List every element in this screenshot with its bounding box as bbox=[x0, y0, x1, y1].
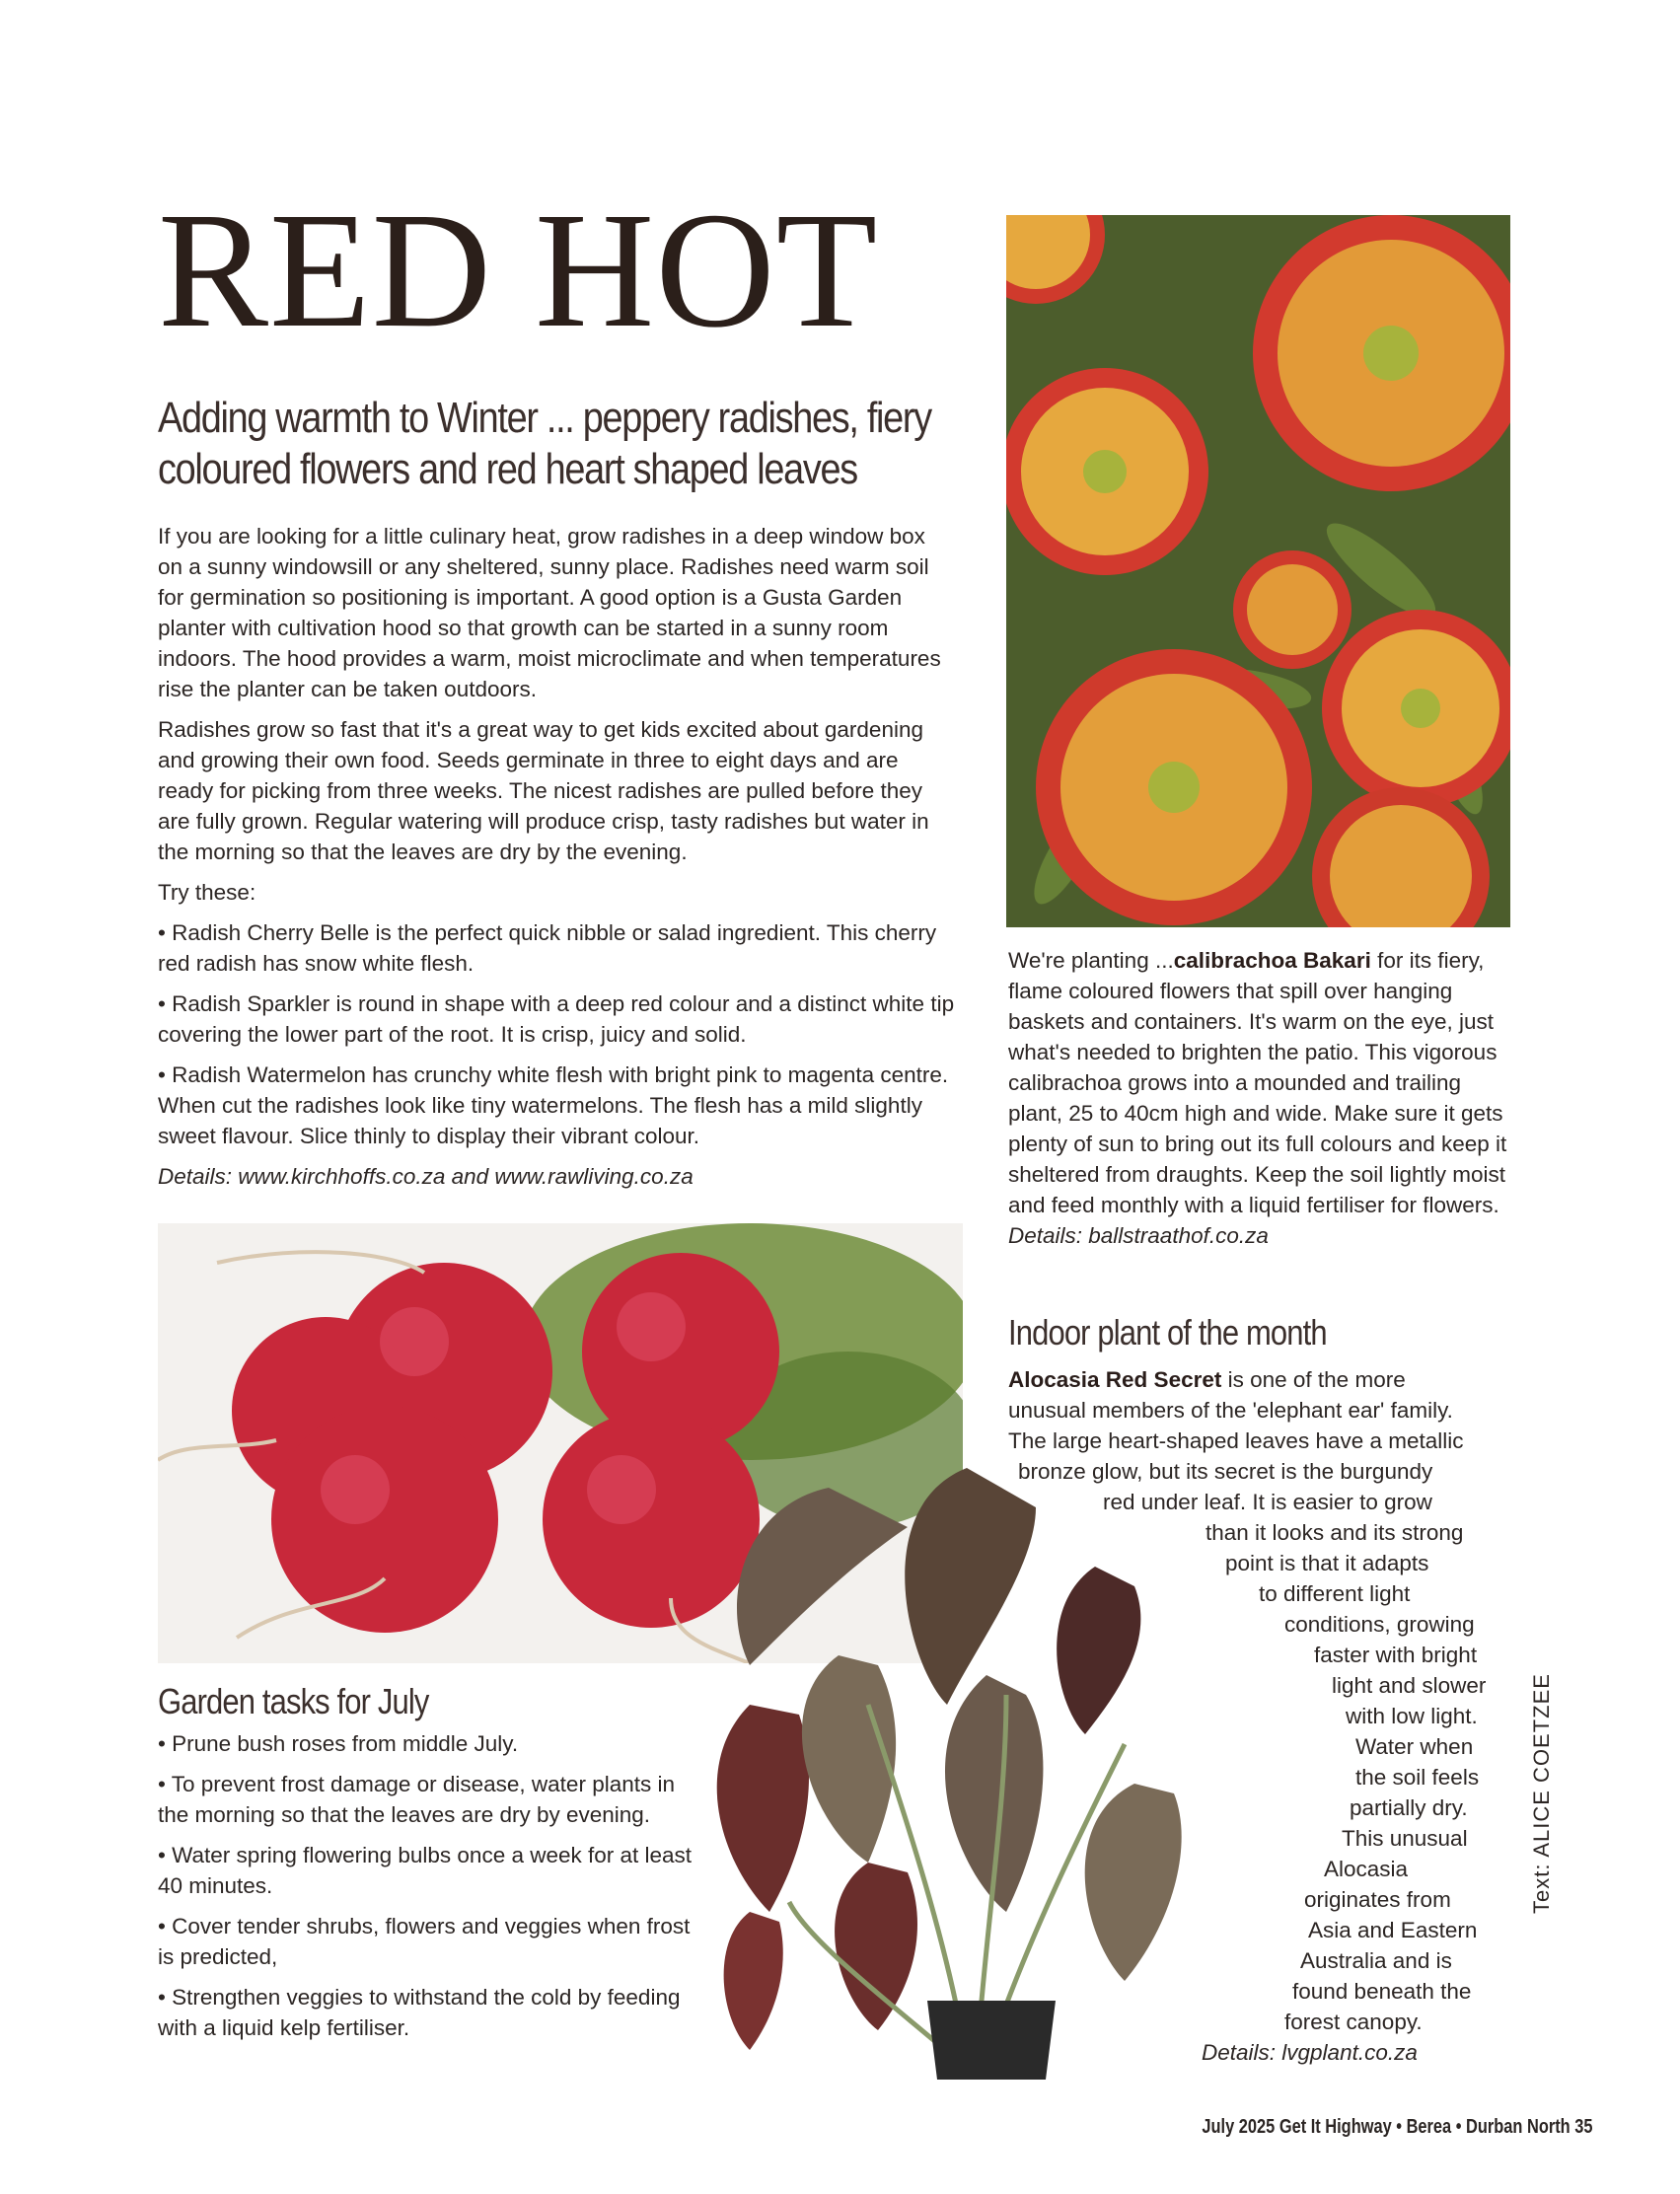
indoor-plant-heading: Indoor plant of the month bbox=[1008, 1312, 1327, 1353]
task-item: • Strengthen veggies to withstand the cold by feeding with a liquid kelp fertiliser. bbox=[158, 1985, 681, 2040]
author-credit: Text: ALICE COETZEE bbox=[1529, 1673, 1554, 1914]
indoor-line: forest canopy. bbox=[1284, 2010, 1423, 2034]
calibrachoa-text: for its fiery, flame coloured flowers that spill over hanging baskets and containers. It's warm on the eye, just what's needed to brighten the patio. This vigorous calibrachoa grows into a mounded and trailing plant, 25 to 40cm high and wide. Make sure it gets plenty of sun to bring out its full colours and keep it sheltered from draughts. Keep the soil lightly moist and feed monthly with a liquid fertiliser for flowers. bbox=[1008, 948, 1507, 1217]
page-footer: July 2025 Get It Highway • Berea • Durban North 35 bbox=[1202, 2116, 1593, 2138]
indoor-line: originates from bbox=[1304, 1887, 1451, 1912]
indoor-line: than it looks and its strong bbox=[1205, 1520, 1464, 1545]
indoor-line: partially dry. bbox=[1350, 1795, 1468, 1820]
calibrachoa-illustration bbox=[1006, 215, 1510, 927]
indoor-line: conditions, growing bbox=[1284, 1612, 1475, 1637]
indoor-line: faster with bright bbox=[1314, 1643, 1478, 1667]
task-item: • Cover tender shrubs, flowers and veggies when frost is predicted, bbox=[158, 1914, 691, 1969]
indoor-line: Alocasia bbox=[1324, 1857, 1409, 1881]
indoor-line: Asia and Eastern bbox=[1308, 1918, 1478, 1942]
task-item: • To prevent frost damage or disease, water plants in the morning so that the leaves are dry by evening. bbox=[158, 1772, 675, 1827]
alocasia-name: Alocasia Red Secret bbox=[1008, 1367, 1222, 1392]
indoor-line: to different light bbox=[1259, 1581, 1411, 1606]
calibrachoa-name: calibrachoa Bakari bbox=[1173, 948, 1371, 973]
intro-column bbox=[158, 521, 955, 1202]
try-these-label: Try these: bbox=[158, 880, 256, 905]
task-item: • Prune bush roses from middle July. bbox=[158, 1731, 519, 1756]
calibrachoa-details: Details: ballstraathof.co.za bbox=[1008, 1223, 1269, 1248]
indoor-line: This unusual bbox=[1342, 1826, 1468, 1851]
indoor-line: point is that it adapts bbox=[1225, 1551, 1429, 1575]
headline: RED HOT bbox=[158, 179, 879, 362]
indoor-line: unusual members of the 'elephant ear' family. bbox=[1008, 1398, 1453, 1423]
indoor-line: bronze glow, but its secret is the burgundy bbox=[1018, 1459, 1433, 1484]
indoor-line: red under leaf. It is easier to grow bbox=[1103, 1490, 1432, 1514]
indoor-plant-text bbox=[1008, 1364, 1521, 2068]
indoor-line: Australia and is bbox=[1300, 1948, 1452, 1973]
task-item: • Water spring flowering bulbs once a week for at least 40 minutes. bbox=[158, 1843, 693, 1898]
calibrachoa-photo bbox=[1006, 215, 1510, 927]
indoor-line: Water when bbox=[1355, 1734, 1474, 1759]
radish-item: • Radish Cherry Belle is the perfect quick nibble or salad ingredient. This cherry red radish has snow white flesh. bbox=[158, 920, 937, 976]
radish-item: • Radish Sparkler is round in shape with a deep red colour and a distinct white tip covering the lower part of the root. It is crisp, juicy and solid. bbox=[158, 991, 955, 1047]
indoor-line: with low light. bbox=[1346, 1704, 1478, 1728]
radish-details: Details: www.kirchhoffs.co.za and www.rawliving.co.za bbox=[158, 1164, 694, 1189]
intro-paragraph-1: If you are looking for a little culinary heat, grow radishes in a deep window box on a sunny windowsill or any sheltered, sunny place. Radishes need warm soil for germination so positioning is important. A good option is a Gusta Garden planter with cultivation hood so that growth can be started in a sunny room indoors. The hood provides a warm, moist microclimate and when temperatures rise the planter can be taken outdoors. bbox=[158, 524, 941, 701]
indoor-line bbox=[1008, 1364, 1521, 1395]
subheadline: Adding warmth to Winter ... peppery radishes, fiery coloured flowers and red heart shaped leaves bbox=[158, 394, 931, 493]
indoor-line-text: is one of the more bbox=[1221, 1367, 1406, 1392]
indoor-line: light and slower bbox=[1332, 1673, 1487, 1698]
intro-paragraph-2: Radishes grow so fast that it's a great way to get kids excited about gardening and growing their own food. Seeds germinate in three to eight days and are ready for picking from three weeks. The nicest radishes are pulled before they are fully grown. Regular watering will produce crisp, tasty radishes but water in the morning so that the leaves are dry by the evening. bbox=[158, 717, 929, 864]
garden-tasks-list bbox=[158, 1728, 710, 2053]
indoor-line: found beneath the bbox=[1292, 1979, 1472, 2004]
calibrachoa-lead: We're planting ... bbox=[1008, 948, 1174, 973]
indoor-line: The large heart-shaped leaves have a metallic bbox=[1008, 1428, 1464, 1453]
calibrachoa-caption bbox=[1008, 945, 1521, 1251]
indoor-line: the soil feels bbox=[1355, 1765, 1480, 1790]
alocasia-details: Details: lvgplant.co.za bbox=[1202, 2040, 1418, 2065]
radish-item: • Radish Watermelon has crunchy white flesh with bright pink to magenta centre. When cut the radishes look like tiny watermelons. The flesh has a mild slightly sweet flavour. Slice thinly to display their vibrant colour. bbox=[158, 1062, 949, 1148]
garden-tasks-heading: Garden tasks for July bbox=[158, 1681, 429, 1721]
